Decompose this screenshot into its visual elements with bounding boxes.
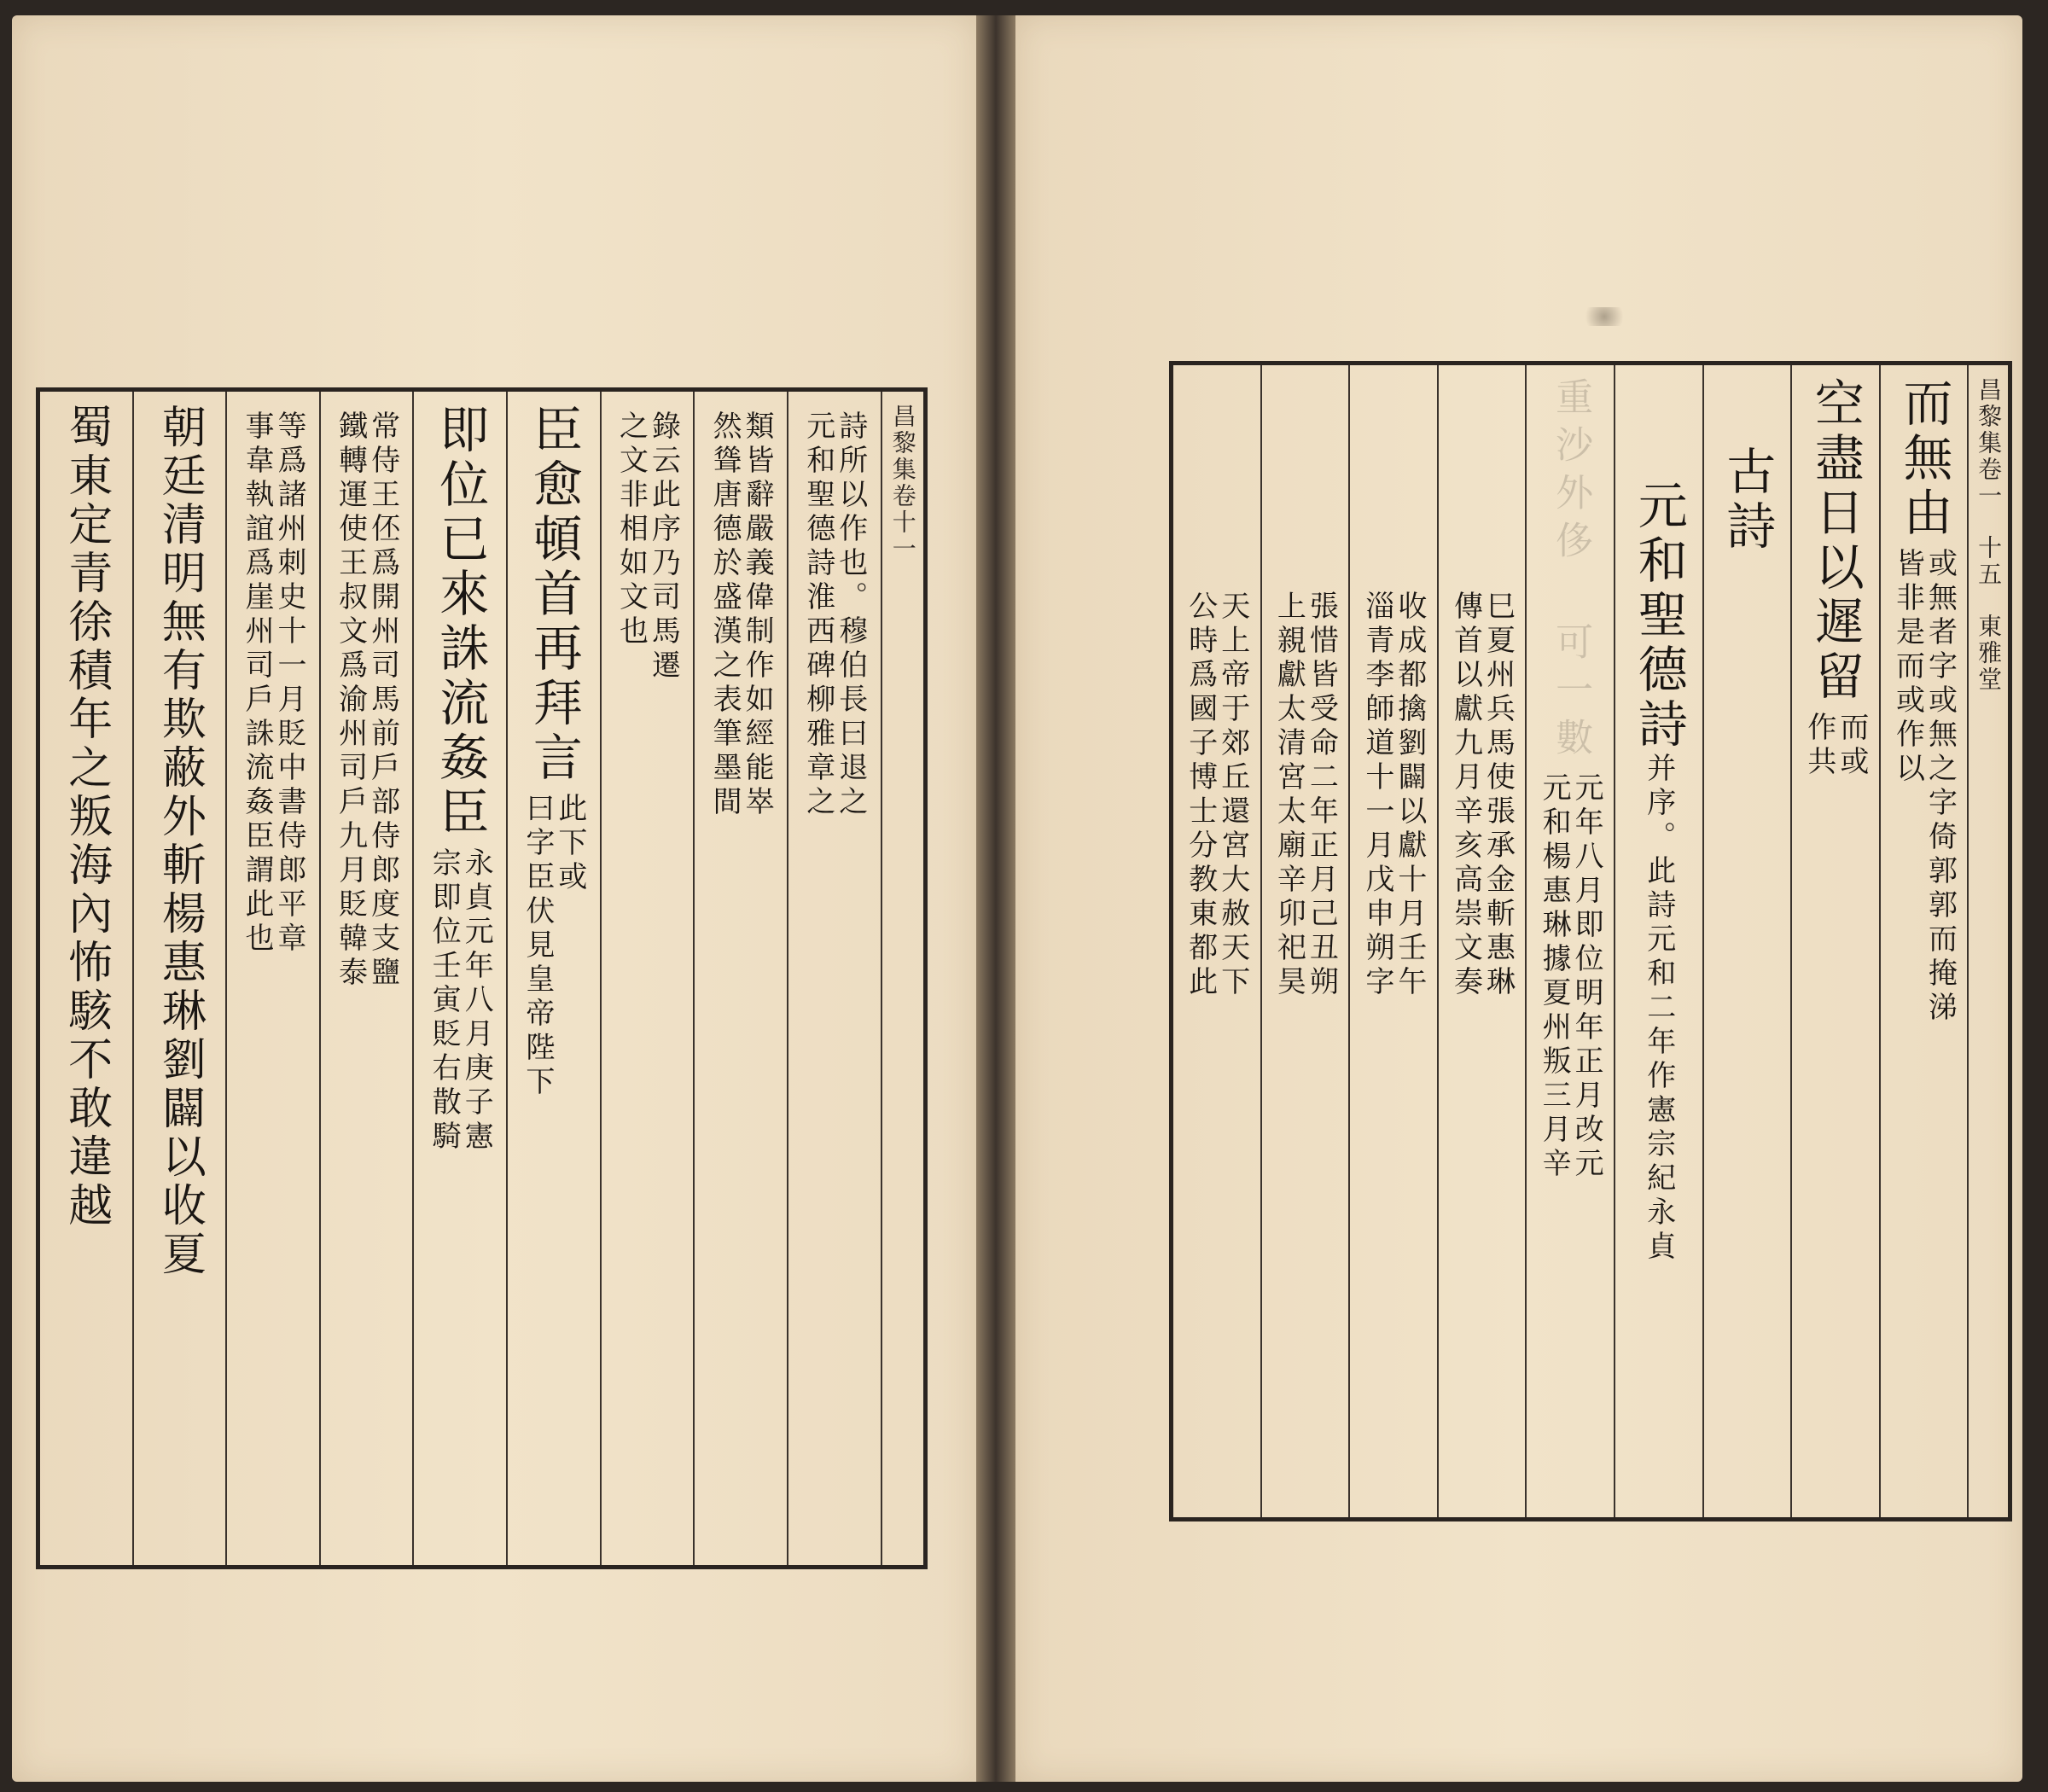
book-gutter	[976, 15, 1015, 1782]
left-column-9	[40, 392, 132, 1565]
right-col9-line-a: 天上帝于郊丘還宮大赦天下	[1215, 591, 1250, 1000]
left-col6-line-a: 常侍王伾爲開州司馬前戶部侍郎度支鹽	[365, 410, 400, 991]
right-column-4	[1614, 365, 1702, 1517]
left-column-4	[506, 392, 600, 1565]
left-column-7	[225, 392, 319, 1565]
left-column-8	[132, 392, 226, 1565]
left-column-6	[319, 392, 413, 1565]
left-col2-line-a: 類皆辭嚴義偉制作如經能崒	[740, 410, 775, 820]
left-col7-line-b: 事韋執誼爲崖州司戶誅流姦臣謂此也	[240, 410, 275, 957]
right-column-9	[1173, 365, 1260, 1517]
right-col1-note-a: 或無者字或無之字倚郭郭而掩涕	[1923, 548, 1958, 1026]
right-col4-title: 元和聖德詩	[1629, 480, 1688, 753]
left-text-frame	[36, 387, 928, 1569]
right-column-8	[1260, 365, 1349, 1517]
right-column-7	[1348, 365, 1437, 1517]
right-margin-label: 昌黎集卷一	[1975, 377, 2004, 509]
ink-blot	[1579, 307, 1630, 326]
left-col5-note-b: 宗即位壬寅貶右散騎	[427, 847, 462, 1155]
right-col8-line-b: 上親獻太清宮太廟辛卯祀昊	[1271, 591, 1306, 1000]
right-col2-note-a: 而或	[1834, 712, 1869, 780]
right-folio: 十五	[1975, 535, 2004, 588]
left-col5-main: 即位已來誅流姦臣	[431, 404, 490, 841]
right-col1-main: 而無由	[1894, 377, 1953, 541]
left-page	[12, 15, 976, 1782]
left-column-3	[600, 392, 694, 1565]
left-col3-line-a: 錄云此序乃司馬遷	[646, 410, 681, 684]
left-margin-label: 昌黎集卷十一	[888, 404, 917, 562]
right-side-label: 東雅堂	[1975, 614, 2004, 693]
left-col4-note-b: 曰字臣伏見皇帝陛下	[520, 793, 555, 1100]
right-faint-text: 重沙外侈 可一數	[1549, 377, 1593, 765]
left-col9-main: 蜀東定青徐積年之叛海內怖駭不敢違越	[60, 404, 112, 1231]
left-column-2	[693, 392, 787, 1565]
right-text-frame	[1169, 361, 2012, 1521]
right-col3-heading: 古詩	[1718, 445, 1777, 555]
right-col6-line-a: 巳夏州兵馬使張承金斬惠琳	[1481, 591, 1516, 1000]
left-col1-line-a: 詩所以作也。穆伯長曰退之	[833, 410, 868, 820]
left-col2-line-b: 然聳唐德於盛漢之表筆墨間	[707, 410, 742, 820]
right-col2-note-b: 作共	[1801, 712, 1836, 780]
right-col5-line-a: 元年八月即位明年正月改元	[1569, 772, 1604, 1182]
left-col5-note-a: 永貞元年八月庚子憲	[459, 847, 494, 1155]
right-col4-note: 并序。此詩元和二年作憲宗紀永貞	[1641, 753, 1676, 1265]
left-col1-line-b: 元和聖德詩淮西碑柳雅章之	[800, 410, 835, 820]
right-column-5	[1525, 365, 1614, 1517]
left-margin-column	[881, 392, 923, 1565]
right-page	[1015, 15, 2022, 1782]
left-column-5	[412, 392, 506, 1565]
right-col2-main: 空盡日以遲留	[1806, 377, 1865, 705]
left-col3-line-b: 之文非相如文也	[614, 410, 649, 649]
right-col5-line-b: 元和楊惠琳據夏州叛三月辛	[1537, 772, 1572, 1182]
right-col8-line-a: 張惜皆受命二年正月己丑朔	[1304, 591, 1339, 1000]
right-column-6	[1437, 365, 1526, 1517]
left-col7-line-a: 等爲諸州刺史十一月貶中書侍郎平章	[272, 410, 307, 957]
left-col6-line-b: 鐵轉運使王叔文爲渝州司戶九月貶韓泰	[333, 410, 368, 991]
right-column-3	[1702, 365, 1791, 1517]
right-margin-column	[1967, 365, 2008, 1517]
left-col4-main: 臣愈頓首再拜言	[524, 404, 583, 786]
right-col6-line-b: 傳首以獻九月辛亥高崇文奏	[1448, 591, 1483, 1000]
right-col1-note-b: 皆非是而或作以	[1890, 548, 1925, 787]
right-column-2	[1790, 365, 1879, 1517]
left-col8-main: 朝廷清明無有欺蔽外斬楊惠琳劉闢以收夏	[154, 404, 206, 1279]
right-col9-line-b: 公時爲國子博士分教東都此	[1183, 591, 1218, 1000]
left-col4-note-a: 此下或	[552, 793, 587, 895]
right-col7-line-a: 收成都擒劉闢以獻十月壬午	[1392, 591, 1427, 1000]
right-col7-line-b: 淄青李師道十一月戊申朔字	[1359, 591, 1394, 1000]
left-column-1	[787, 392, 881, 1565]
right-column-1	[1879, 365, 1968, 1517]
